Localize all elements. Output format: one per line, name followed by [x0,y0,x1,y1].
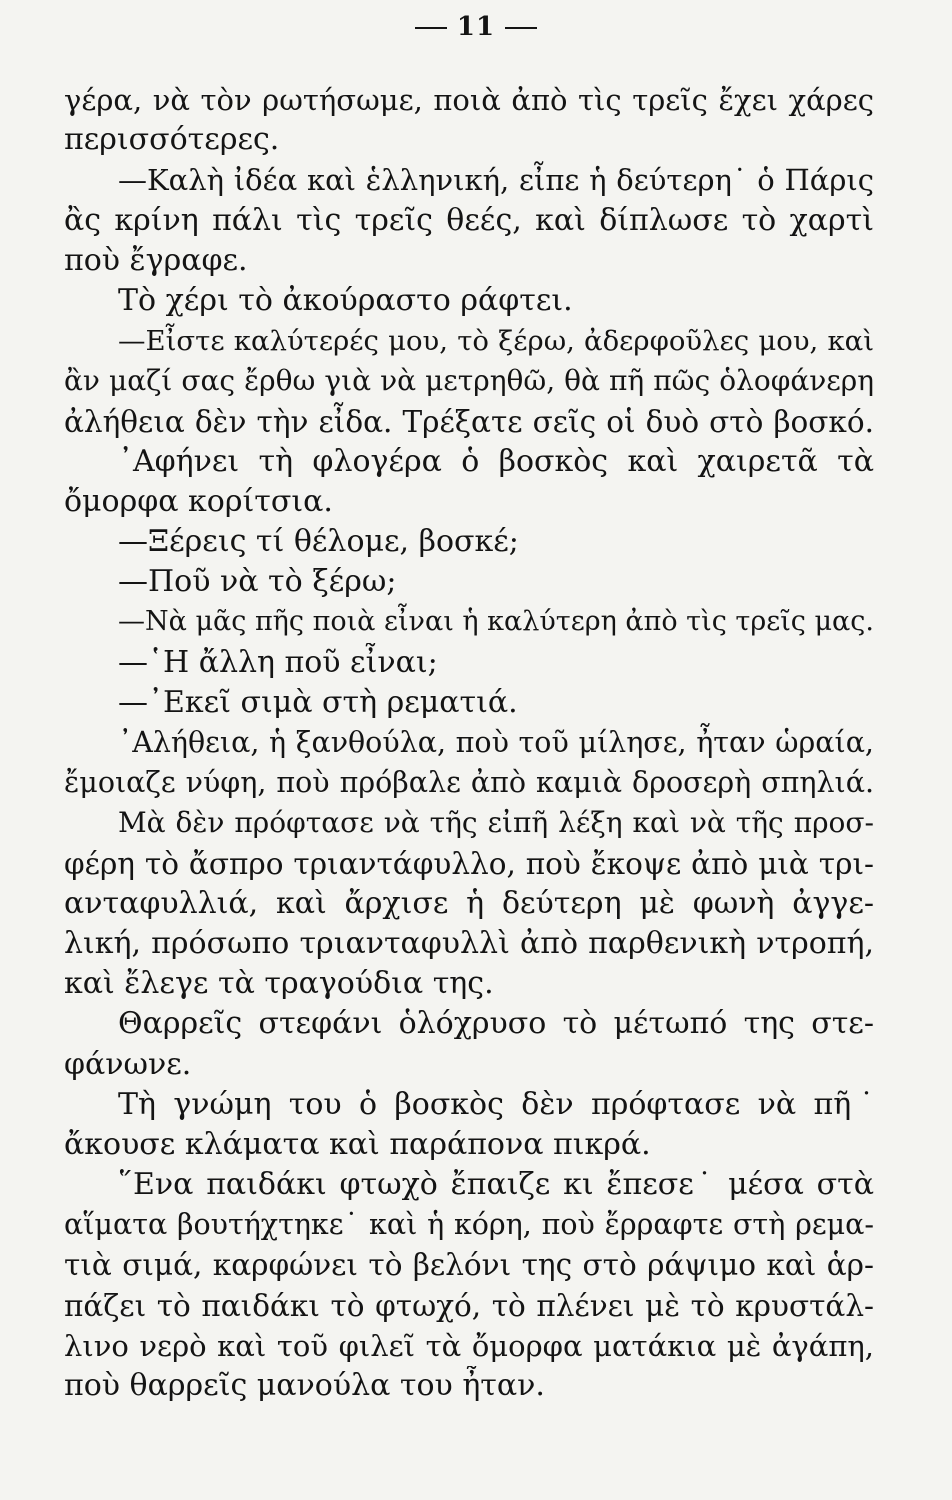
text-line: ᾿Αλήθεια, ἡ ξανθούλα, ποὺ τοῦ μίλησε, ἦταν ὡραία, [118,726,874,759]
text-line: —᾿Εκεῖ σιμὰ στὴ ρεματιά. [118,684,518,720]
text-line: καὶ ἔλεγε τὰ τραγούδια της. [64,966,494,1002]
text-line: —῾Η ἄλλη ποῦ εἶναι; [118,644,438,680]
text-line: ποὺ ἔγραφε. [64,242,248,278]
text-line: λική, πρόσωπο τριανταφυλλὶ ἀπὸ παρθενικὴ ντροπή, [64,925,874,961]
text-line: Τὴ γνώμη του ὁ βοσκὸς δὲν πρόφτασε νὰ πῆ˙ [118,1086,874,1122]
page-header [0,12,952,42]
header-dash-left [415,27,447,29]
text-line: —Καλὴ ἰδέα καὶ ἑλληνική, εἶπε ἡ δεύτερη˙ ὁ Πάρις [118,163,874,198]
text-line: —Ποῦ νὰ τὸ ξέρω; [118,564,397,600]
text-line: Τὸ χέρι τὸ ἀκούραστο ράφτει. [118,282,573,318]
text-line: ανταφυλλιά, καὶ ἄρχισε ἡ δεύτερη μὲ φωνὴ ἀγγε- [64,885,874,921]
text-line: ἂς κρίνη πάλι τὶς τρεῖς θεές, καὶ δίπλωσε τὸ χαρτὶ [64,202,874,238]
text-line: φάνωνε. [64,1046,192,1082]
text-line: λινο νερὸ καὶ τοῦ φιλεῖ τὰ ὄμορφα ματάκια μὲ ἀγάπη, [64,1328,874,1363]
text-line: ῞Ενα παιδάκι φτωχὸ ἔπαιζε κι ἔπεσε˙ μέσα στὰ [118,1167,874,1203]
text-line: —Εἶστε καλύτερές μου, τὸ ξέρω, ἀδερφοῦλες μου, καὶ [118,325,874,358]
text-line: πάζει τὸ παιδάκι τὸ φτωχό, τὸ πλένει μὲ τὸ κρυστάλ- [64,1288,874,1323]
text-line: ἂν μαζί σας ἔρθω γιὰ νὰ μετρηθῶ, θὰ πῆ πῶς ὁλοφάνερη [64,364,874,398]
text-line: —Νὰ μᾶς πῆς ποιὰ εἶναι ἡ καλύτερη ἀπὸ τὶς τρεῖς μας. [118,606,874,638]
text-line: αἵματα βουτήχτηκε˙ καὶ ἡ κόρη, ποὺ ἔρραφτε στὴ ρεμα- [64,1208,874,1242]
text-line: ἀλήθεια δὲν τὴν εἶδα. Τρέξατε σεῖς οἱ δυὸ στὸ βοσκό. [64,404,874,439]
page-number: 11 [456,12,496,42]
text-line: ἔμοιαζε νύφη, ποὺ πρόβαλε ἀπὸ καμιὰ δροσερὴ σπηλιά. [64,766,874,800]
text-line: Μὰ δὲν πρόφτασε νὰ τῆς εἰπῆ λέξη καὶ νὰ τῆς προσ- [118,806,874,840]
header-dash-right [505,27,537,29]
text-line: Θαρρεῖς στεφάνι ὁλόχρυσο τὸ μέτωπό της στε- [118,1006,874,1042]
text-line: ἄκουσε κλάματα καὶ παράπονα πικρά. [64,1126,651,1162]
text-line: ὄμορφα κορίτσια. [64,483,333,519]
text-line: περισσότερες. [64,122,280,158]
text-line: γέρα, νὰ τὸν ρωτήσωμε, ποιὰ ἀπὸ τὶς τρεῖς ἔχει χάρες [64,83,874,117]
text-line: —Ξέρεις τί θέλομε, βοσκέ; [118,524,519,560]
text-line: τιὰ σιμά, καρφώνει τὸ βελόνι της στὸ ράψιμο καὶ ἁρ- [64,1248,874,1283]
text-line: ᾿Αφήνει τὴ φλογέρα ὁ βοσκὸς καὶ χαιρετᾶ τὰ [118,443,874,479]
text-line: φέρη τὸ ἄσπρο τριαντάφυλλο, ποὺ ἔκοψε ἀπὸ μιὰ τρι- [64,846,874,881]
body-text [64,80,874,1406]
text-line: ποὺ θαρρεῖς μανούλα του ἦταν. [64,1368,545,1403]
